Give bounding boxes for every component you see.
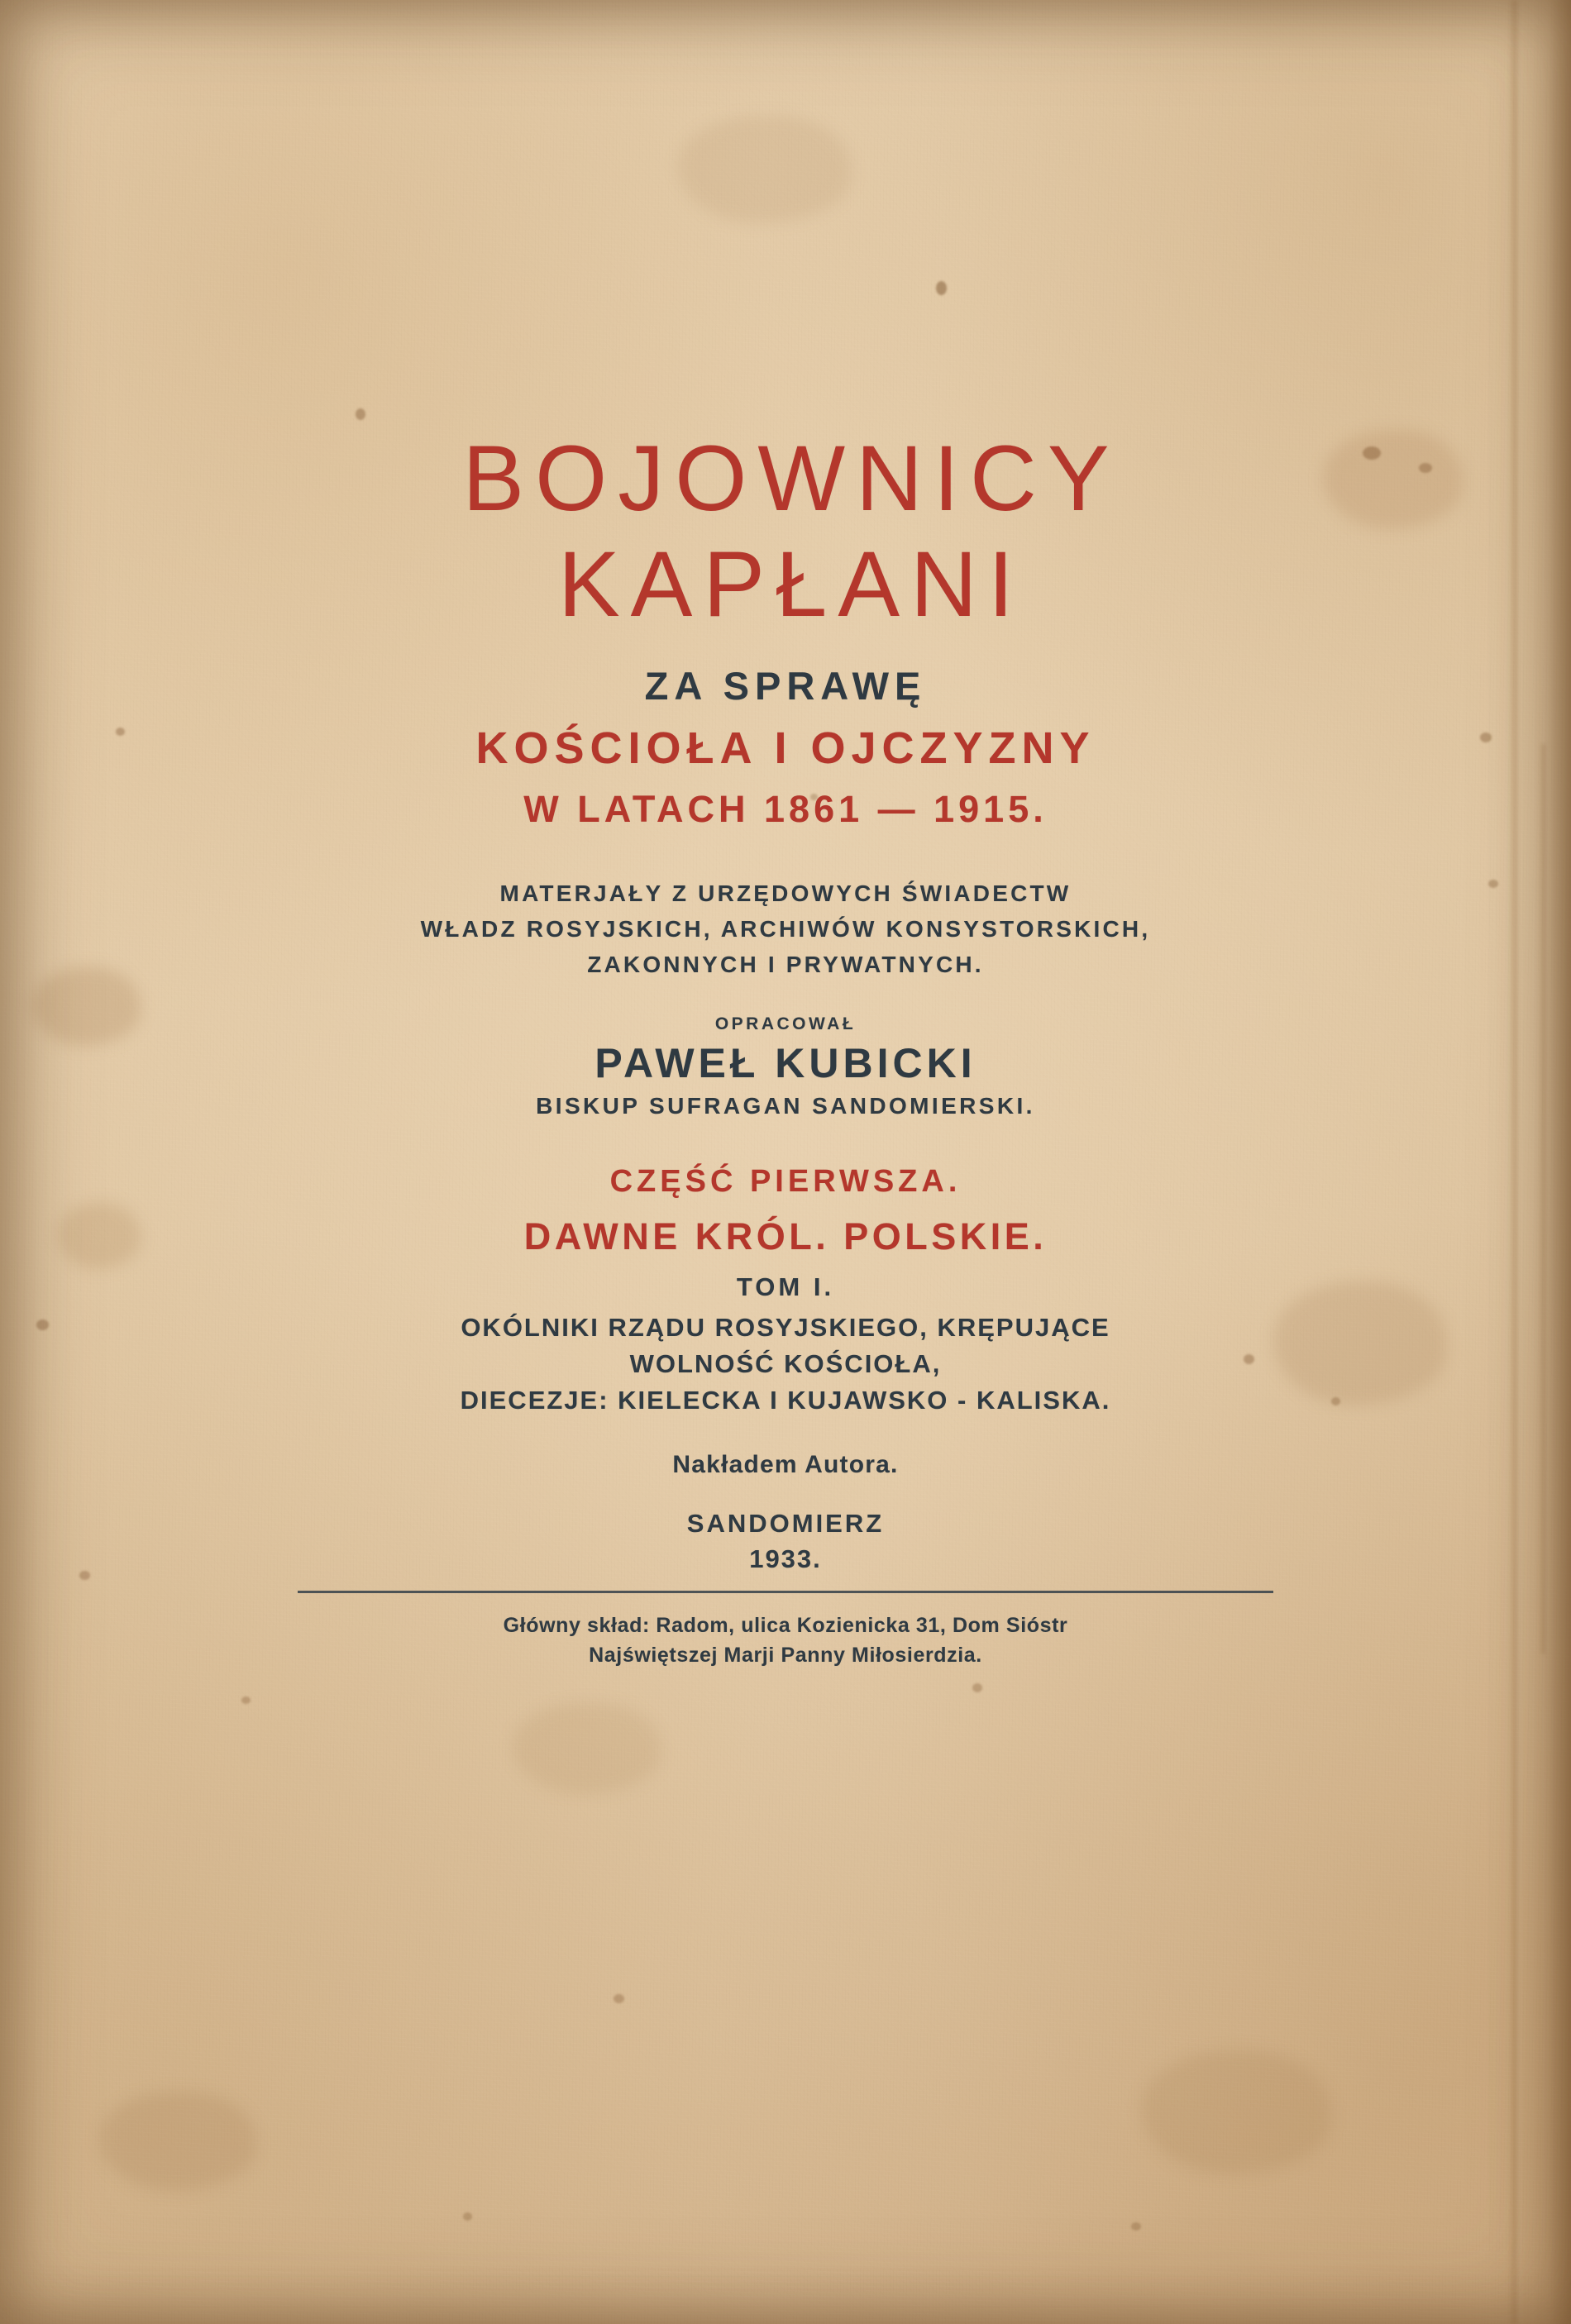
subtitle-line-1: ZA SPRAWĘ [644,664,927,709]
part-label: CZĘŚĆ PIERWSZA. [609,1164,962,1200]
compiled-by-label: OPRACOWAŁ [714,1014,857,1034]
footer-line-1: Główny skład: Radom, ulica Kozienicka 31, Dom Sióstr [503,1614,1068,1638]
footer-divider [298,1591,1273,1593]
materials-line-3: ZAKONNYCH I PRYWATNYCH. [587,951,984,977]
description-line-1: OKÓLNIKI RZĄDU ROSYJSKIEGO, KRĘPUJĄCE [461,1312,1110,1342]
materials-line-2: WŁADZ ROSYJSKICH, ARCHIWÓW KONSYSTORSKICH, [420,916,1151,942]
volume-label: TOM I. [736,1272,835,1302]
title-line-1: BOJOWNICY [462,427,1120,530]
subtitle-line-3: W LATACH 1861 — 1915. [523,788,1048,831]
city-label: SANDOMIERZ [686,1509,885,1539]
cover-text-block [0,427,1571,1670]
description-line-3: DIECEZJE: KIELECKA I KUJAWSKO - KALISKA. [460,1385,1111,1415]
author-role: BISKUP SUFRAGAN SANDOMIERSKI. [536,1092,1035,1119]
title-line-2: KAPŁANI [557,532,1025,636]
subtitle-line-2: KOŚCIOŁA I OJCZYZNY [475,723,1096,773]
description-line-2: WOLNOŚĆ KOŚCIOŁA, [629,1348,942,1378]
materials-line-1: MATERJAŁY Z URZĘDOWYCH ŚWIADECTW [499,880,1072,907]
series-label: DAWNE KRÓL. POLSKIE. [523,1214,1048,1257]
author-name: PAWEŁ KUBICKI [594,1040,977,1087]
year-label: 1933. [749,1544,822,1573]
publisher-label: Nakładem Autora. [672,1450,899,1478]
footer-line-2: Najświętszej Marji Panny Miłosierdzia. [589,1643,982,1667]
